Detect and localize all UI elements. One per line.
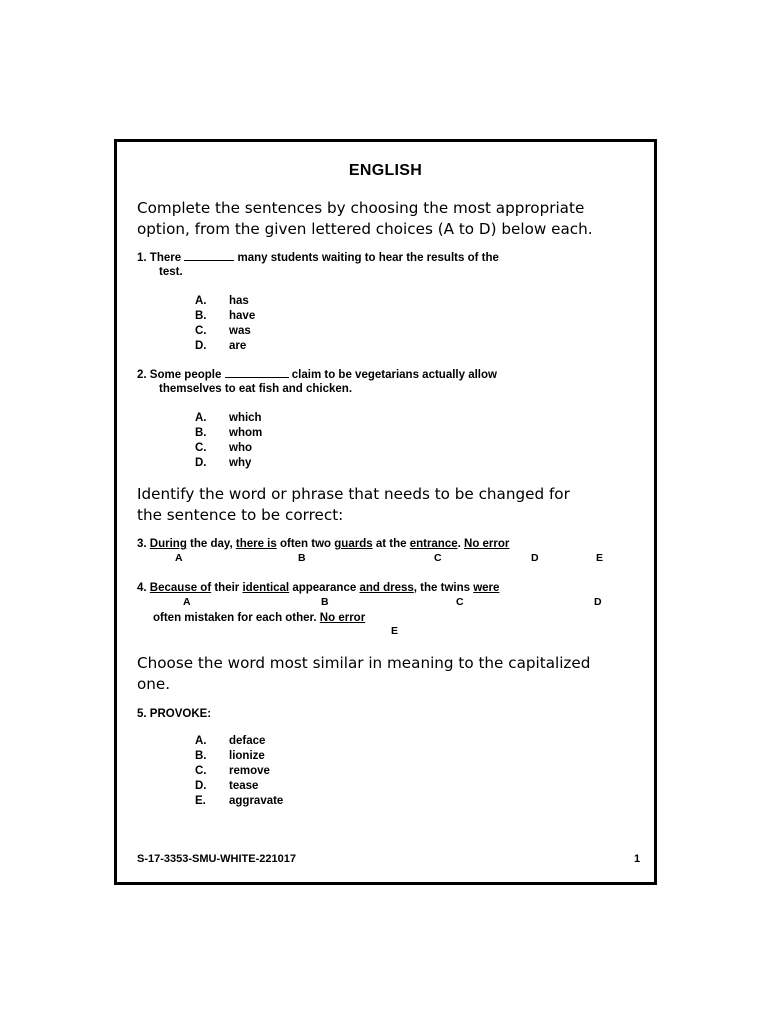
option-item xyxy=(195,456,262,471)
plain-text: the day, xyxy=(186,538,236,550)
option-text: remove xyxy=(229,765,270,777)
marker-b: B xyxy=(321,596,329,608)
question-number: 5. xyxy=(137,708,147,720)
question-1 xyxy=(137,250,499,266)
option-item xyxy=(195,749,283,764)
option-text: who xyxy=(229,442,252,454)
marker-d: D xyxy=(594,596,602,608)
marker-d: D xyxy=(531,552,539,564)
option-letter: E. xyxy=(195,795,206,807)
question-5-options xyxy=(195,734,283,809)
option-item xyxy=(195,441,262,456)
option-letter: B. xyxy=(195,310,207,322)
question-number: 1. xyxy=(137,252,147,264)
instruction-line: Complete the sentences by choosing the most appropriate xyxy=(137,199,585,217)
option-text: deface xyxy=(229,735,266,747)
marker-b: B xyxy=(298,552,306,564)
plain-text: appearance xyxy=(289,582,360,594)
question-5 xyxy=(137,707,211,722)
option-text: are xyxy=(229,340,247,352)
option-letter: A. xyxy=(195,735,207,747)
error-segment-a: During xyxy=(149,538,187,550)
error-segment-e: No error xyxy=(464,538,510,550)
option-letter: B. xyxy=(195,750,207,762)
section3-instructions xyxy=(137,653,590,695)
answer-blank xyxy=(184,250,234,261)
option-text: tease xyxy=(229,780,259,792)
question-2-options xyxy=(195,411,262,471)
option-text: why xyxy=(229,457,252,469)
option-item xyxy=(195,411,262,426)
option-letter: C. xyxy=(195,765,207,777)
question-4 xyxy=(137,581,499,596)
question-text-after: many students waiting to hear the results of the xyxy=(237,252,499,264)
answer-blank xyxy=(225,367,289,378)
option-text: whom xyxy=(229,427,263,439)
section1-instructions xyxy=(137,198,593,240)
question-2-line2: themselves to eat fish and chicken. xyxy=(159,383,353,395)
error-segment-c: and dress xyxy=(359,582,414,594)
question-2 xyxy=(137,367,497,383)
option-item xyxy=(195,309,255,324)
question-3 xyxy=(137,537,509,552)
plain-text: their xyxy=(211,582,243,594)
instruction-line: Identify the word or phrase that needs to be changed for xyxy=(137,485,570,503)
option-text: which xyxy=(229,412,262,424)
option-letter: D. xyxy=(195,457,207,469)
error-segment-d: entrance xyxy=(409,538,458,550)
option-letter: C. xyxy=(195,442,207,454)
option-letter: C. xyxy=(195,325,207,337)
option-item xyxy=(195,764,283,779)
question-1-line2: test. xyxy=(159,266,183,278)
error-segment-b: there is xyxy=(235,538,277,550)
exam-page xyxy=(114,139,657,885)
question-4-line2 xyxy=(153,611,365,626)
error-segment-a: Because of xyxy=(149,582,212,594)
plain-text: , the twins xyxy=(413,582,474,594)
option-item xyxy=(195,779,283,794)
option-text: has xyxy=(229,295,249,307)
error-segment-c: guards xyxy=(334,538,373,550)
question-1-options xyxy=(195,294,255,354)
error-segment-d: were xyxy=(473,582,500,594)
instruction-line: option, from the given lettered choices (A to D) below each. xyxy=(137,220,593,238)
question-text-before: Some people xyxy=(149,369,222,381)
question-number: 4. xyxy=(137,582,147,594)
option-letter: D. xyxy=(195,340,207,352)
marker-a: A xyxy=(183,596,191,608)
error-segment-b: identical xyxy=(242,582,290,594)
marker-c: C xyxy=(456,596,464,608)
plain-text: often two xyxy=(276,538,335,550)
option-letter: D. xyxy=(195,780,207,792)
option-text: aggravate xyxy=(229,795,284,807)
instruction-line: the sentence to be correct: xyxy=(137,506,344,524)
instruction-line: one. xyxy=(137,675,171,693)
option-text: lionize xyxy=(229,750,265,762)
option-item xyxy=(195,734,283,749)
question-word: PROVOKE: xyxy=(149,708,212,720)
marker-e: E xyxy=(596,552,604,564)
error-segment-e: No error xyxy=(319,612,366,624)
page-title: ENGLISH xyxy=(348,162,423,179)
option-text: was xyxy=(229,325,251,337)
question-text-after: claim to be vegetarians actually allow xyxy=(291,369,497,381)
option-letter: A. xyxy=(195,295,207,307)
instruction-line: Choose the word most similar in meaning to the capitalized xyxy=(137,654,591,672)
question-text-before: There xyxy=(149,252,182,264)
page-number: 1 xyxy=(634,853,641,865)
marker-c: C xyxy=(434,552,442,564)
option-item xyxy=(195,294,255,309)
footer-code: S-17-3353-SMU-WHITE-221017 xyxy=(137,853,296,865)
question-number: 3. xyxy=(137,538,147,550)
option-item xyxy=(195,324,255,339)
marker-e: E xyxy=(391,625,399,637)
option-item xyxy=(195,426,262,441)
question-number: 2. xyxy=(137,369,147,381)
marker-a: A xyxy=(175,552,183,564)
option-letter: B. xyxy=(195,427,207,439)
option-letter: A. xyxy=(195,412,207,424)
plain-text: often mistaken for each other. xyxy=(153,612,320,624)
plain-text: at the xyxy=(372,538,410,550)
section2-instructions xyxy=(137,484,570,526)
option-text: have xyxy=(229,310,256,322)
option-item xyxy=(195,794,283,809)
plain-text: . xyxy=(457,538,465,550)
option-item xyxy=(195,339,255,354)
